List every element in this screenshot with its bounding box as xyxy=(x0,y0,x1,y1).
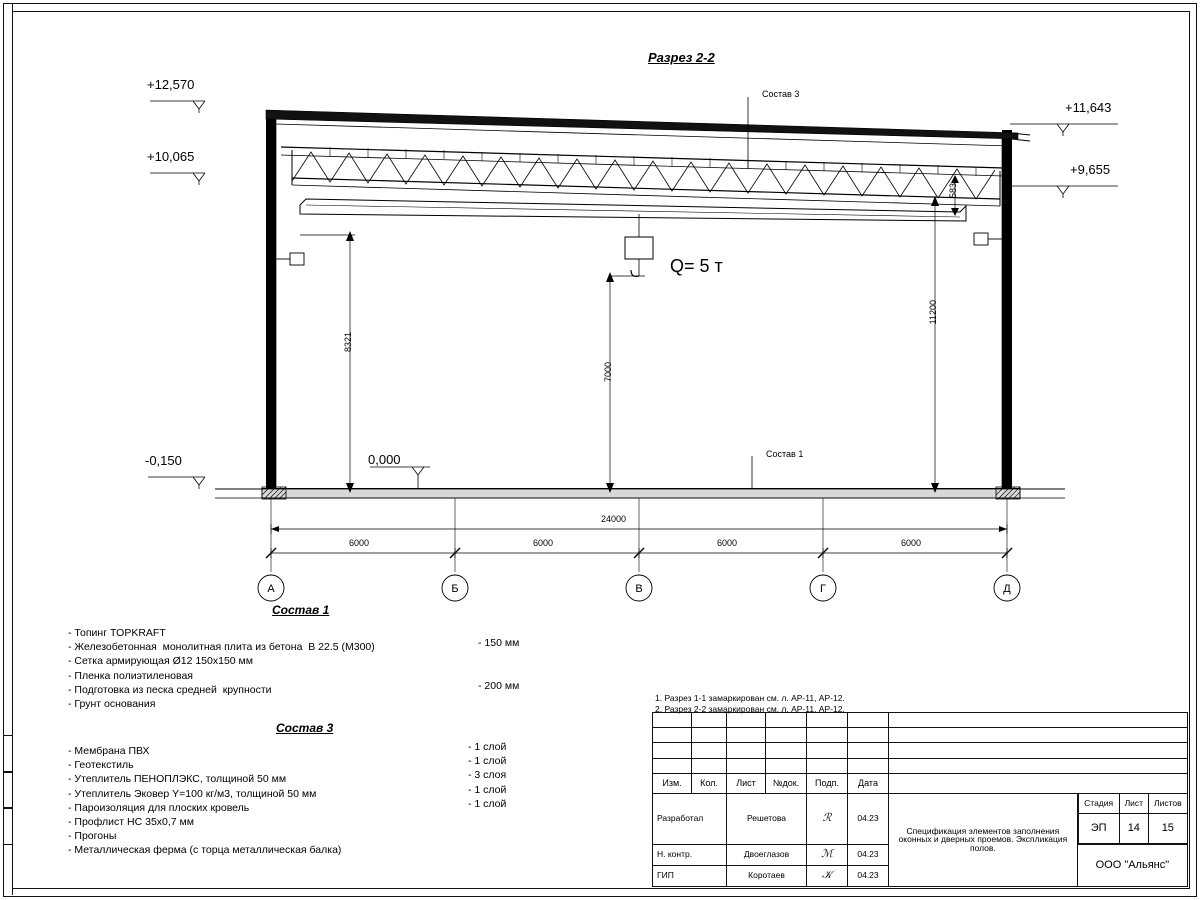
dim-7000: 7000 xyxy=(603,362,613,383)
stamp-company-text: ООО "Альянс" xyxy=(1095,858,1170,871)
stamp-date-razrabotal: 04.23 xyxy=(848,793,889,844)
stamp-signature-2: ℳ xyxy=(807,844,848,865)
spec-item-text: - Пароизоляция для плоских кровель xyxy=(68,801,250,814)
level-zero: 0,000 xyxy=(368,452,401,467)
stamp-header-kol: Кол. xyxy=(692,773,727,793)
spec-item-text: - Утеплитель ПЕНОПЛЭКС, толщиной 50 мм xyxy=(68,773,287,786)
spec-item-text: - Подготовка из песка средней крупности xyxy=(68,683,272,696)
stamp-date-gip: 04.23 xyxy=(848,865,889,886)
axis-label-a: А xyxy=(267,583,275,595)
spec-item-text: - Металлическая ферма (с торца металлическая балка) xyxy=(68,844,342,857)
stamp-header-ndok: №док. xyxy=(766,773,807,793)
leader-label-sostav3: Состав 3 xyxy=(762,89,800,99)
spec-item-value: - 1 слой xyxy=(468,783,507,796)
composition-1-title: Состав 1 xyxy=(272,603,330,617)
stamp-header-data: Дата xyxy=(848,773,889,793)
stamp-sheets-header: Листов xyxy=(1149,794,1187,814)
stamp-stage-value: ЭП xyxy=(1078,814,1119,843)
stamp-name-gip: Коротаев xyxy=(727,865,807,886)
stamp-date-nkontr: 04.23 xyxy=(848,844,889,865)
axis-label-v: В xyxy=(635,583,643,595)
axis-label-b: Б xyxy=(451,583,459,595)
spec-item-text: - Сетка армирующая Ø12 150х150 мм xyxy=(68,655,253,668)
stamp-role-gip: ГИП xyxy=(653,865,727,886)
spec-item-text: - Мембрана ПВХ xyxy=(68,745,150,757)
dim-bay-4: 6000 xyxy=(901,538,922,548)
stamp-name-razrabotal: Решетова xyxy=(727,793,807,844)
stamp-signature-3: 𝒦 xyxy=(807,865,848,886)
section-title: Разрез 2-2 xyxy=(648,50,715,65)
level-left-bottom: -0,150 xyxy=(145,453,182,468)
spec-item-text: - Утеплитель Эковер Y=100 кг/м3, толщиной 50 мм xyxy=(68,787,317,800)
stamp-object-title-text: Спецификация элементов заполнения оконных и дверных проемов. Экспликация полов. xyxy=(898,825,1068,854)
spec-item-text: - Топинг TOPKRAFT xyxy=(68,627,166,639)
spec-item-value: - 1 слой xyxy=(468,797,507,810)
stamp-role-razrabotal: Разработал xyxy=(653,793,727,844)
stamp-sheet-header: Лист xyxy=(1119,794,1149,814)
axis-label-g: Г xyxy=(820,583,826,595)
spec-item-value: - 150 мм xyxy=(478,637,520,650)
spec-item-value: - 200 мм xyxy=(478,679,520,692)
level-right-top: +11,643 xyxy=(1065,100,1112,115)
leader-label-sostav1: Состав 1 xyxy=(766,449,804,459)
level-left-mid: +10,065 xyxy=(147,149,195,164)
stamp-sheets-value: 15 xyxy=(1149,814,1187,843)
stamp-signature-1: ℛ xyxy=(807,793,848,844)
spec-item-text: - Геотекстиль xyxy=(68,759,134,772)
dim-bay-1: 6000 xyxy=(349,538,370,548)
spec-item-text: - Прогоны xyxy=(68,830,117,843)
spec-item-value: - 1 слой xyxy=(468,741,507,753)
stamp-object-title xyxy=(889,793,1078,886)
stamp-header-list: Лист xyxy=(727,773,766,793)
dim-bay-2: 6000 xyxy=(533,538,554,548)
spec-item-text: - Железобетонная монолитная плита из бетона В 22.5 (М300) xyxy=(68,641,375,654)
stamp-company xyxy=(1077,844,1187,886)
composition-3-title: Состав 3 xyxy=(276,721,334,735)
spec-item-value: - 3 слоя xyxy=(468,769,507,782)
spec-item-text: - Пленка полиэтиленовая xyxy=(68,669,193,682)
axis-label-d: Д xyxy=(1003,583,1011,595)
composition-3-list xyxy=(68,741,628,855)
dim-11200: 11200 xyxy=(928,300,938,325)
crane-capacity-label: Q= 5 т xyxy=(670,256,723,276)
dim-8321: 8321 xyxy=(343,332,353,353)
dim-bay-3: 6000 xyxy=(717,538,738,548)
stamp-name-nkontr: Двоеглазов xyxy=(727,844,807,865)
stamp-sheet-value: 14 xyxy=(1119,814,1149,843)
composition-1-list xyxy=(68,623,628,708)
title-block xyxy=(652,712,1188,887)
level-right-mid: +9,655 xyxy=(1070,162,1111,177)
stamp-header-podp: Подп. xyxy=(807,773,848,793)
spec-item-text: - Профлист НС 35х0,7 мм xyxy=(68,815,194,828)
note-line: 1. Разрез 1-1 замаркирован см. л. АР-11, АР-12. xyxy=(655,693,845,703)
spec-item-value: - 1 слой xyxy=(468,755,507,768)
note-line: 2. Разрез 2-2 замаркирован см. л. АР-11, АР-12. xyxy=(655,704,845,714)
stamp-header-izm: Изм. xyxy=(653,773,692,793)
spec-item-text: - Грунт основания xyxy=(68,697,156,710)
stamp-stage-header: Стадия xyxy=(1078,794,1119,814)
dim-583: 583 xyxy=(948,183,958,199)
dim-total: 24000 xyxy=(601,514,627,524)
level-left-top: +12,570 xyxy=(147,77,195,92)
stamp-role-nkontr: Н. контр. xyxy=(653,844,727,865)
